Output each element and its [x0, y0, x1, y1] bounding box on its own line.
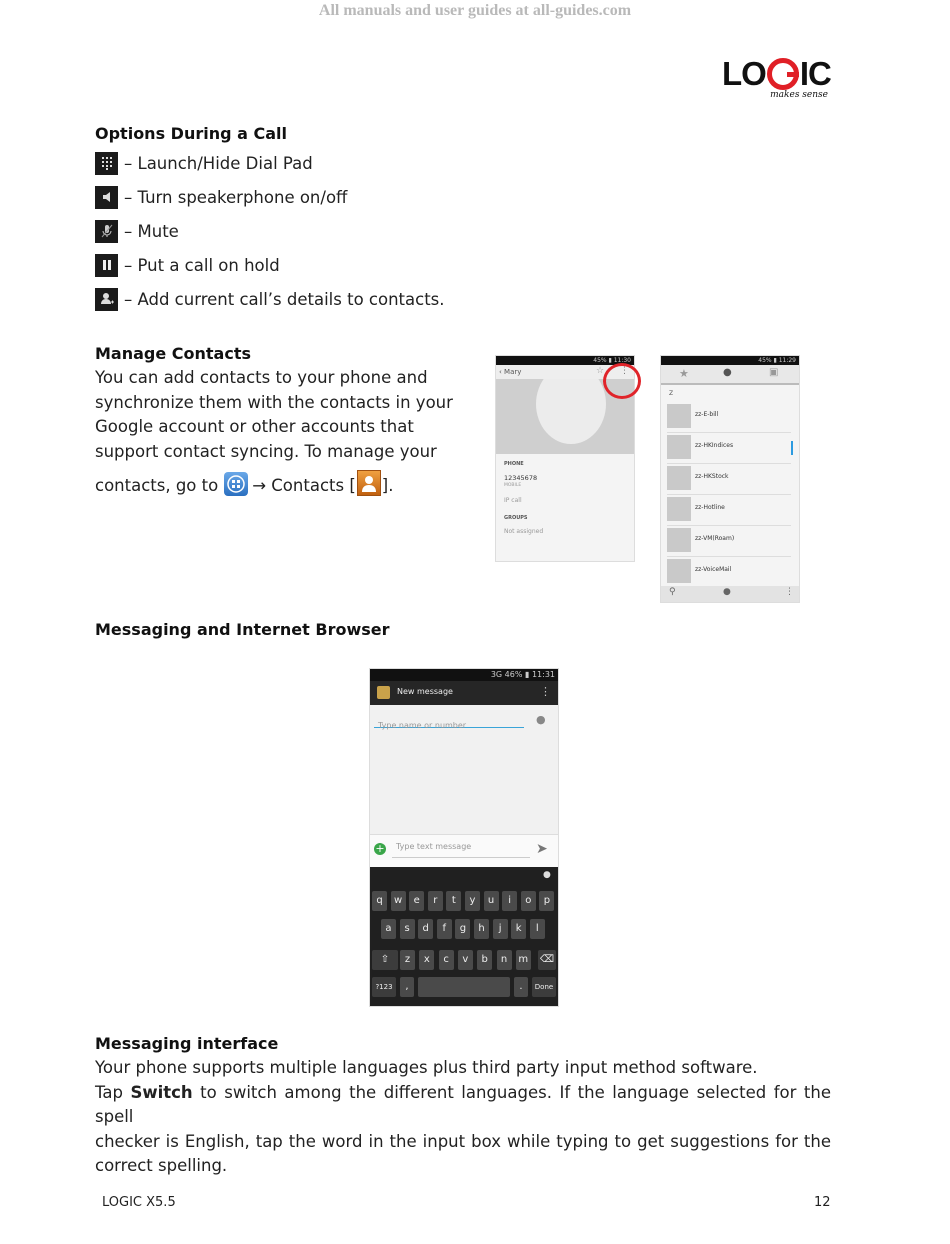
key-t[interactable]: t [446, 891, 461, 911]
key-b[interactable]: b [477, 950, 492, 970]
ip-call[interactable]: IP call [504, 497, 522, 504]
option-dialpad-text: – Launch/Hide Dial Pad [124, 153, 313, 173]
logo-g-mark [767, 58, 799, 90]
symbols-key[interactable]: ?123 [372, 977, 396, 997]
switch-word: Switch [130, 1082, 193, 1102]
logo-text-left: LO [722, 55, 766, 92]
manage-line: synchronize them with the contacts in your [95, 392, 453, 412]
key-v[interactable]: v [458, 950, 473, 970]
key-d[interactable]: d [418, 919, 433, 939]
send-icon[interactable]: ➤ [536, 841, 548, 857]
message-actionbar [370, 681, 558, 705]
section-letter: Z [669, 390, 674, 397]
status-bar: 3G 46% ▮ 11:31 [370, 669, 558, 681]
pause-icon [95, 254, 118, 277]
search-icon[interactable]: ⚲ [669, 587, 676, 597]
option-add-contact-text: – Add current call’s details to contacts. [124, 289, 445, 309]
contact-list-row[interactable]: zz-E-bill [667, 402, 791, 433]
speaker-icon [95, 186, 118, 209]
key-r[interactable]: r [428, 891, 443, 911]
interface-line-1: Your phone supports multiple languages plus third party input method software. [95, 1058, 758, 1077]
key-q[interactable]: q [372, 891, 387, 911]
add-contact-icon[interactable]: ● [723, 587, 731, 597]
key-i[interactable]: i [502, 891, 517, 911]
interface-line-3: checker is English, tap the word in the input box while typing to get suggestions for the [95, 1131, 831, 1151]
logo-tagline: makes sense [770, 90, 828, 100]
key-e[interactable]: e [409, 891, 424, 911]
manage-close-text: ]. [381, 475, 394, 495]
contact-list-row[interactable]: zz-Hotline [667, 495, 791, 526]
contact-list-row[interactable]: zz-VM(Roam) [667, 526, 791, 557]
key-x[interactable]: x [419, 950, 434, 970]
contacts-tab-icon[interactable]: ● [723, 367, 732, 378]
overflow-menu-icon[interactable]: ⋮ [785, 587, 794, 597]
interface-paragraph [95, 1056, 831, 1179]
option-mute-text: – Mute [124, 221, 179, 241]
comma-key[interactable]: , [400, 977, 414, 997]
new-message-screenshot [369, 668, 559, 1007]
key-z[interactable]: z [400, 950, 415, 970]
manage-line: You can add contacts to your phone and [95, 368, 428, 387]
overflow-menu-icon[interactable]: ⋮ [540, 685, 551, 698]
contacts-app-icon [357, 470, 381, 496]
keyboard [370, 867, 558, 1006]
contact-tabs [661, 365, 799, 385]
apps-icon [224, 472, 248, 496]
status-bar: 45% ▮ 11:29 [661, 356, 799, 365]
key-n[interactable]: n [497, 950, 512, 970]
key-j[interactable]: j [493, 919, 508, 939]
contact-list-row[interactable]: zz-VoiceMail [667, 557, 791, 588]
messaging-app-icon[interactable] [377, 686, 390, 699]
option-hold [95, 252, 280, 278]
manage-line: support contact syncing. To manage your [95, 441, 437, 461]
overflow-menu-icon[interactable]: ⋮ [620, 366, 629, 376]
manage-heading: Manage Contacts [95, 344, 252, 363]
key-m[interactable]: m [516, 950, 531, 970]
star-icon[interactable]: ☆ [596, 366, 605, 376]
key-g[interactable]: g [455, 919, 470, 939]
interface-heading: Messaging interface [95, 1034, 279, 1053]
phone-section-header: PHONE [504, 461, 524, 467]
contact-list-bottombar [661, 586, 799, 602]
add-contact-icon [95, 288, 118, 311]
highlight-circle [603, 363, 641, 399]
microphone-icon[interactable]: ● [543, 870, 551, 880]
dialpad-icon [95, 152, 118, 175]
backspace-key[interactable]: ⌫ [538, 950, 556, 970]
key-f[interactable]: f [437, 919, 452, 939]
option-hold-text: – Put a call on hold [124, 255, 280, 275]
footer-model: LOGIC X5.5 [102, 1195, 176, 1210]
logo-text-right: IC [799, 55, 831, 92]
option-dialpad [95, 150, 313, 176]
option-speaker [95, 184, 347, 210]
phone-number-type: MOBILE [504, 483, 522, 488]
groups-tab-icon[interactable]: ▣ [769, 367, 779, 378]
key-s[interactable]: s [400, 919, 415, 939]
key-a[interactable]: a [381, 919, 396, 939]
mute-icon [95, 220, 118, 243]
manage-paragraph [95, 366, 455, 498]
contact-list-row[interactable]: zz-HKStock [667, 464, 791, 495]
key-o[interactable]: o [521, 891, 536, 911]
key-h[interactable]: h [474, 919, 489, 939]
recipient-input[interactable] [374, 713, 524, 728]
groups-section-header: GROUPS [504, 515, 528, 521]
page-number: 12 [814, 1195, 831, 1210]
key-l[interactable]: l [530, 919, 545, 939]
message-text-placeholder[interactable]: Type text message [396, 842, 472, 851]
period-key[interactable]: . [514, 977, 528, 997]
attach-icon[interactable]: + [375, 842, 385, 855]
done-key[interactable]: Done [532, 977, 556, 997]
groups-value[interactable]: Not assigned [504, 528, 544, 535]
watermark: All manuals and user guides at all-guides.com [318, 2, 632, 19]
key-k[interactable]: k [511, 919, 526, 939]
manage-last-line [95, 470, 455, 498]
key-w[interactable]: w [391, 891, 406, 911]
back-to-mary[interactable]: ‹ Mary [499, 368, 522, 376]
add-recipient-icon[interactable]: ● [536, 713, 546, 726]
manage-line: Google account or other accounts that [95, 417, 414, 436]
key-c[interactable]: c [439, 950, 454, 970]
message-title: New message [397, 687, 453, 696]
options-heading: Options During a Call [95, 124, 287, 143]
phone-number[interactable]: 12345678 [504, 474, 538, 482]
option-speaker-text: – Turn speakerphone on/off [124, 187, 348, 207]
status-bar: 45% ▮ 11:30 [496, 356, 634, 365]
interface-line-2: Tap Switch to switch among the different languages. If the language selected for the spell [95, 1082, 831, 1126]
key-u[interactable]: u [484, 891, 499, 911]
option-add-contact [95, 286, 445, 312]
shift-key[interactable]: ⇧ [372, 950, 398, 970]
recipient-placeholder: Type name or number [378, 721, 467, 730]
interface-line-4: correct spelling. [95, 1156, 228, 1175]
messaging-heading: Messaging and Internet Browser [95, 620, 390, 639]
manage-arrow-text: → Contacts [ [252, 475, 356, 495]
compose-bar [370, 834, 558, 868]
key-y[interactable]: y [465, 891, 480, 911]
contact-list-row[interactable]: zz-HKIndices [667, 433, 791, 464]
key-p[interactable]: p [539, 891, 554, 911]
option-mute [95, 218, 179, 244]
favorites-tab-icon[interactable]: ★ [679, 367, 689, 380]
logic-logo [722, 56, 832, 104]
scroll-indicator[interactable] [791, 441, 793, 455]
space-key[interactable] [418, 977, 510, 997]
manage-last-prefix: contacts, go to [95, 475, 219, 495]
contact-list-screenshot [660, 355, 800, 603]
